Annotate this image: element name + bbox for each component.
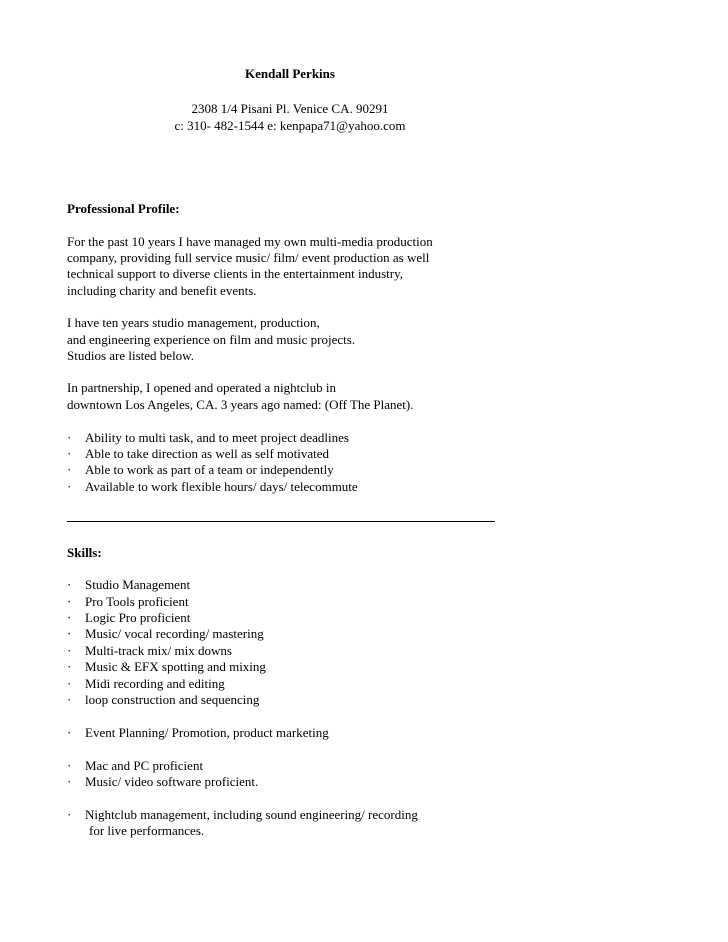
bullet-icon: · [67,758,72,773]
profile-bullet: Able to work as part of a team or independently [85,462,334,477]
bullet-icon: · [67,774,72,789]
bullet-icon: · [67,462,72,477]
profile-para3-line: In partnership, I opened and operated a nightclub in [67,380,336,395]
section-divider [67,521,495,522]
skill-item: loop construction and sequencing [85,692,260,707]
skill-item: Pro Tools proficient [85,594,189,609]
skill-item: Music/ video software proficient. [85,774,259,789]
bullet-icon: · [67,807,72,822]
profile-para1-line: For the past 10 years I have managed my own multi-media production [67,234,433,249]
skill-item: Music & EFX spotting and mixing [85,659,266,674]
profile-para2-line: I have ten years studio management, production, [67,315,320,330]
profile-para3-line: downtown Los Angeles, CA. 3 years ago named: (Off The Planet). [67,397,414,412]
profile-para1-line: technical support to diverse clients in the entertainment industry, [67,266,403,281]
resume-address: 2308 1/4 Pisani Pl. Venice CA. 90291 [191,101,389,116]
skill-item: Logic Pro proficient [85,610,191,625]
profile-para2-line: and engineering experience on film and music projects. [67,332,356,347]
skill-item: Music/ vocal recording/ mastering [85,626,264,641]
bullet-icon: · [67,725,72,740]
profile-para1-line: including charity and benefit events. [67,283,257,298]
bullet-icon: · [67,676,72,691]
skill-item: Midi recording and editing [85,676,225,691]
skill-item: Event Planning/ Promotion, product marketing [85,725,329,740]
bullet-icon: · [67,446,72,461]
profile-bullet: Available to work flexible hours/ days/ telecommute [85,479,358,494]
skill-item: Nightclub management, including sound engineering/ recording [85,807,418,822]
bullet-icon: · [67,643,72,658]
profile-para1-line: company, providing full service music/ film/ event production as well [67,250,430,265]
bullet-icon: · [67,594,72,609]
skills-heading: Skills: [67,545,102,560]
skill-item: Mac and PC proficient [85,758,204,773]
skill-item: Multi-track mix/ mix downs [85,643,232,658]
profile-bullet: Able to take direction as well as self motivated [85,446,330,461]
bullet-icon: · [67,626,72,641]
profile-bullet: Ability to multi task, and to meet project deadlines [85,430,349,445]
bullet-icon: · [67,610,72,625]
bullet-icon: · [67,479,72,494]
bullet-icon: · [67,659,72,674]
skill-item: Studio Management [85,577,191,592]
profile-heading: Professional Profile: [67,201,180,216]
bullet-icon: · [67,692,72,707]
profile-para2-line: Studios are listed below. [67,348,194,363]
bullet-icon: · [67,577,72,592]
resume-name: Kendall Perkins [245,66,335,81]
resume-contact: c: 310- 482-1544 e: kenpapa71@yahoo.com [174,118,406,133]
bullet-icon: · [67,430,72,445]
skill-item-continuation: for live performances. [89,823,205,838]
